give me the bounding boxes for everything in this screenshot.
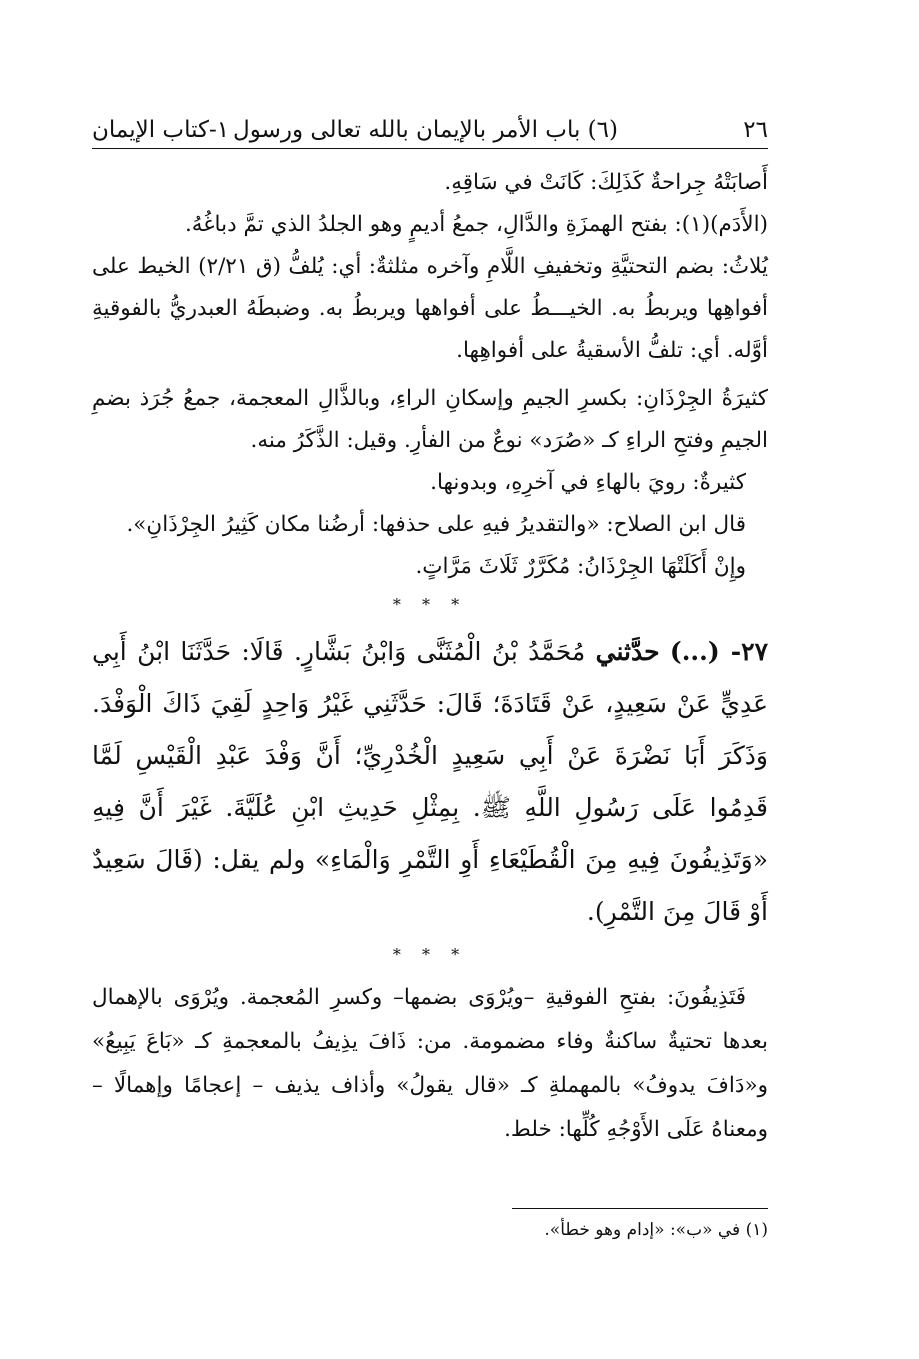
paragraph: كثيرةٌ: رويَ بالهاءِ في آخرِهِ، وبدونها.	[430, 470, 746, 495]
paragraph: يُلاثُ: بضم التحتيَّةِ وتخفيفِ اللَّامِ وآخره مثلثةٌ: أي: يُلفُّ (ق ٢/٢١) الخيط على أفواهِها ويربطُ به. الخيـــطُ على أفواهها ويربطُ به. وضبطَهُ العبدريُّ بالفوقيةِ أوَّله. أي: تلفُّ الأسقيةُ على أفواهِها.	[92, 254, 768, 363]
hadith-paragraph	[92, 626, 768, 938]
paragraph: أَصابَتْهُ جِراحةٌ كَذَلِكَ: كَانَتْ في سَاقِهِ.	[444, 170, 768, 195]
explanation-paragraph: فَتَذِيفُونَ: بفتحِ الفوقيةِ –ويُرْوَى بضمها– وكسرِ المُعجمة. ويُرْوَى بالإهمال بعدها تحتيةٌ ساكنةٌ وفاء مضمومة. من: ذَافَ يذِيفُ بالمعجمةِ كـ «بَاعَ يَبِيعُ» و«دَافَ يدوفُ» بالمهملةِ كـ «قال يقولُ» وأذاف يذيف – إعجامًا وإهمالًا – ومعناهُ عَلَى الأَوْجُهِ كُلِّها: خلط.	[92, 985, 768, 1142]
paragraph: (الأَدَم)(١): بفتح الهمزَةِ والدَّالِ، جمعُ أديمٍ وهو الجلدُ الذي تمَّ دباغُهُ.	[184, 212, 768, 237]
section-separator: * * *	[392, 945, 468, 964]
paragraph: قال ابن الصلاح: «والتقديرُ فيهِ على حذفها: أرضُنا مكان كَثِيرُ الجِرْذَانِ».	[126, 512, 746, 537]
footnote: (١) في «ب»: «إدام وهو خطأ».	[544, 1220, 768, 1240]
section-separator: * * *	[392, 595, 468, 614]
page-header	[92, 112, 768, 148]
hadith-opening: حدَّثني	[595, 637, 660, 666]
book-title: ١-كتاب الإيمان	[92, 117, 230, 143]
chapter-title: (٦) باب الأمر بالإيمان بالله تعالى ورسول	[232, 117, 618, 143]
footnote-rule	[512, 1208, 768, 1209]
header-rule	[92, 148, 768, 149]
page-number: ٢٦	[743, 117, 768, 143]
paragraph: كثيرَةُ الجِرْذَانِ: بكسرِ الجيمِ وإسكانِ الراءِ، وبالذَّالِ المعجمة، جمعُ جُرَذ بضمِ الجيمِ وفتحِ الراءِ كـ «صُرَد» نوعٌ من الفأرِ. وقيل: الذَّكَرُ منه.	[92, 386, 768, 453]
hadith-text: مُحَمَّدُ بْنُ الْمُثَنَّى وَابْنُ بَشَّارٍ. قَالَا: حَدَّثَنَا ابْنُ أَبِي عَدِيٍّ عَنْ سَعِيدٍ، عَنْ قَتَادَةَ؛ قَالَ: حَدَّثَنِي غَيْرُ وَاحِدٍ لَقِيَ ذَاكَ الْوَفْدَ. وَذَكَرَ أَبَا نَضْرَةَ عَنْ أَبِي سَعِيدٍ الْخُدْرِيِّ؛ أَنَّ وَفْدَ عَبْدِ الْقَيْسِ لَمَّا قَدِمُوا عَلَى رَسُولِ اللَّهِ ﷺ. بِمِثْلِ حَدِيثِ ابْنِ عُلَيَّةَ. غَيْرَ أَنَّ فِيهِ «وَتَذِيفُونَ فِيهِ مِنَ الْقُطَيْعَاءِ أَوِ التَّمْرِ وَالْمَاءِ» ولم يقل: (قَالَ سَعِيدٌ أَوْ قَالَ مِنَ التَّمْرِ).	[92, 637, 768, 926]
hadith-number: ٢٧- (...)	[669, 637, 768, 666]
page-body	[92, 162, 768, 1152]
paragraph: وإِنْ أَكَلَتْهَا الجِرْذَانُ: مُكَرَّرٌ ثَلَاثَ مَرَّاتٍ.	[415, 554, 746, 579]
